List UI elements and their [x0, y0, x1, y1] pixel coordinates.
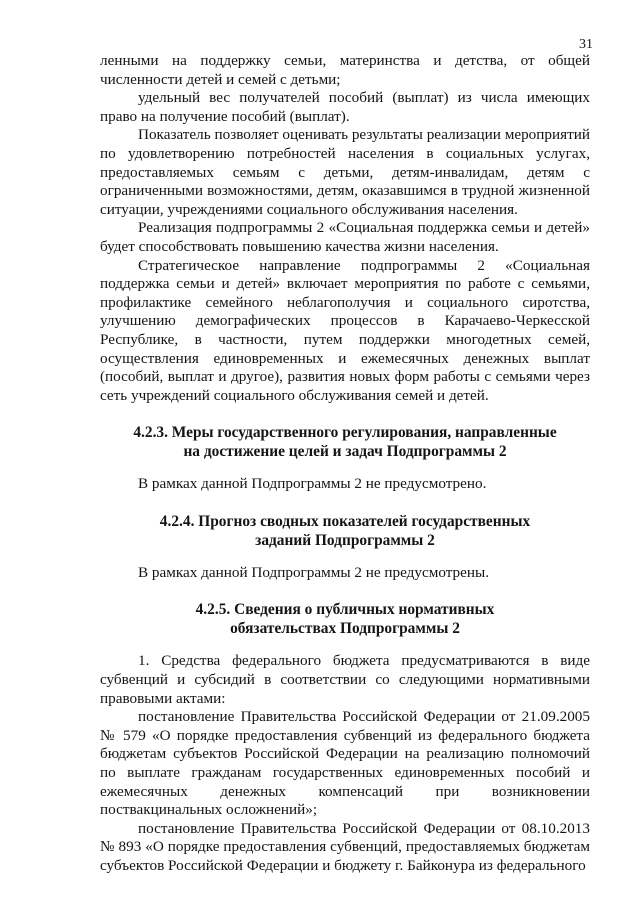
section-heading-4-2-4: [100, 512, 590, 550]
paragraph: Стратегическое направление подпрограммы 2 «Социальная поддержка семьи и детей» включает мероприятия по работе с семьями, профилактике семейного неблагополучия и социального сиротства, улучшению демографических процессов в Карачаево-Черкесской Республике, в частности, путем поддержки многодетных семей, осуществления единовременных и ежемесячных денежных выплат (пособий, выплат и другое), развития новых форм работы с семьями через сеть учреждений социального обслуживания семей и детей.: [100, 256, 590, 404]
heading-line: 4.2.3. Меры государственного регулирования, направленные: [133, 424, 557, 442]
heading-line: на достижение целей и задач Подпрограммы 2: [183, 443, 507, 461]
heading-line: обязательствах Подпрограммы 2: [230, 620, 460, 638]
page-number: 31: [579, 37, 593, 52]
paragraph: Показатель позволяет оценивать результаты реализации мероприятий по удовлетворению потребностей населения в социальных услугах, предоставляемых семьям с детьми, детям-инвалидам, детям с ограниченными возможностями, детям, оказавшимся в трудной жизненной ситуации, учреждениями социального обслуживания населения.: [100, 126, 590, 218]
heading-line: 4.2.5. Сведения о публичных нормативных: [195, 601, 495, 619]
document-body: [100, 52, 590, 876]
paragraph: постановление Правительства Российской Федерации от 08.10.2013 № 893 «О порядке предоставления субвенций, предоставляемых бюджетам субъектов Российской Федерации и бюджету г. Байконура из федерального: [100, 819, 590, 874]
paragraph-continuation: ленными на поддержку семьи, материнства и детства, от общей численности детей и семей с детьми;: [100, 52, 590, 88]
paragraph: 1. Средства федерального бюджета предусматриваются в виде субвенций и субсидий в соответствии со следующими нормативными правовыми актами:: [100, 652, 590, 707]
section-heading-4-2-5: [100, 600, 590, 638]
section-heading-4-2-3: [100, 423, 590, 461]
paragraph: В рамках данной Подпрограммы 2 не предусмотрены.: [138, 563, 490, 581]
paragraph: В рамках данной Подпрограммы 2 не предусмотрено.: [138, 475, 487, 493]
paragraph: постановление Правительства Российской Федерации от 21.09.2005 № 579 «О порядке предоставления субвенций из федерального бюджета бюджетам субъектов Российской Федерации на реализацию полномочий по выплате гражданам государственных единовременных пособий и ежемесячных денежных компенсаций при возникновении поствакцинальных осложнений»;: [100, 708, 590, 819]
heading-line: заданий Подпрограммы 2: [255, 531, 435, 549]
paragraph: удельный вес получателей пособий (выплат) из числа имеющих право на получение пособий (выплат).: [100, 89, 590, 125]
paragraph: Реализация подпрограммы 2 «Социальная поддержка семьи и детей» будет способствовать повышению качества жизни населения.: [100, 219, 590, 255]
heading-line: 4.2.4. Прогноз сводных показателей государственных: [159, 512, 531, 530]
